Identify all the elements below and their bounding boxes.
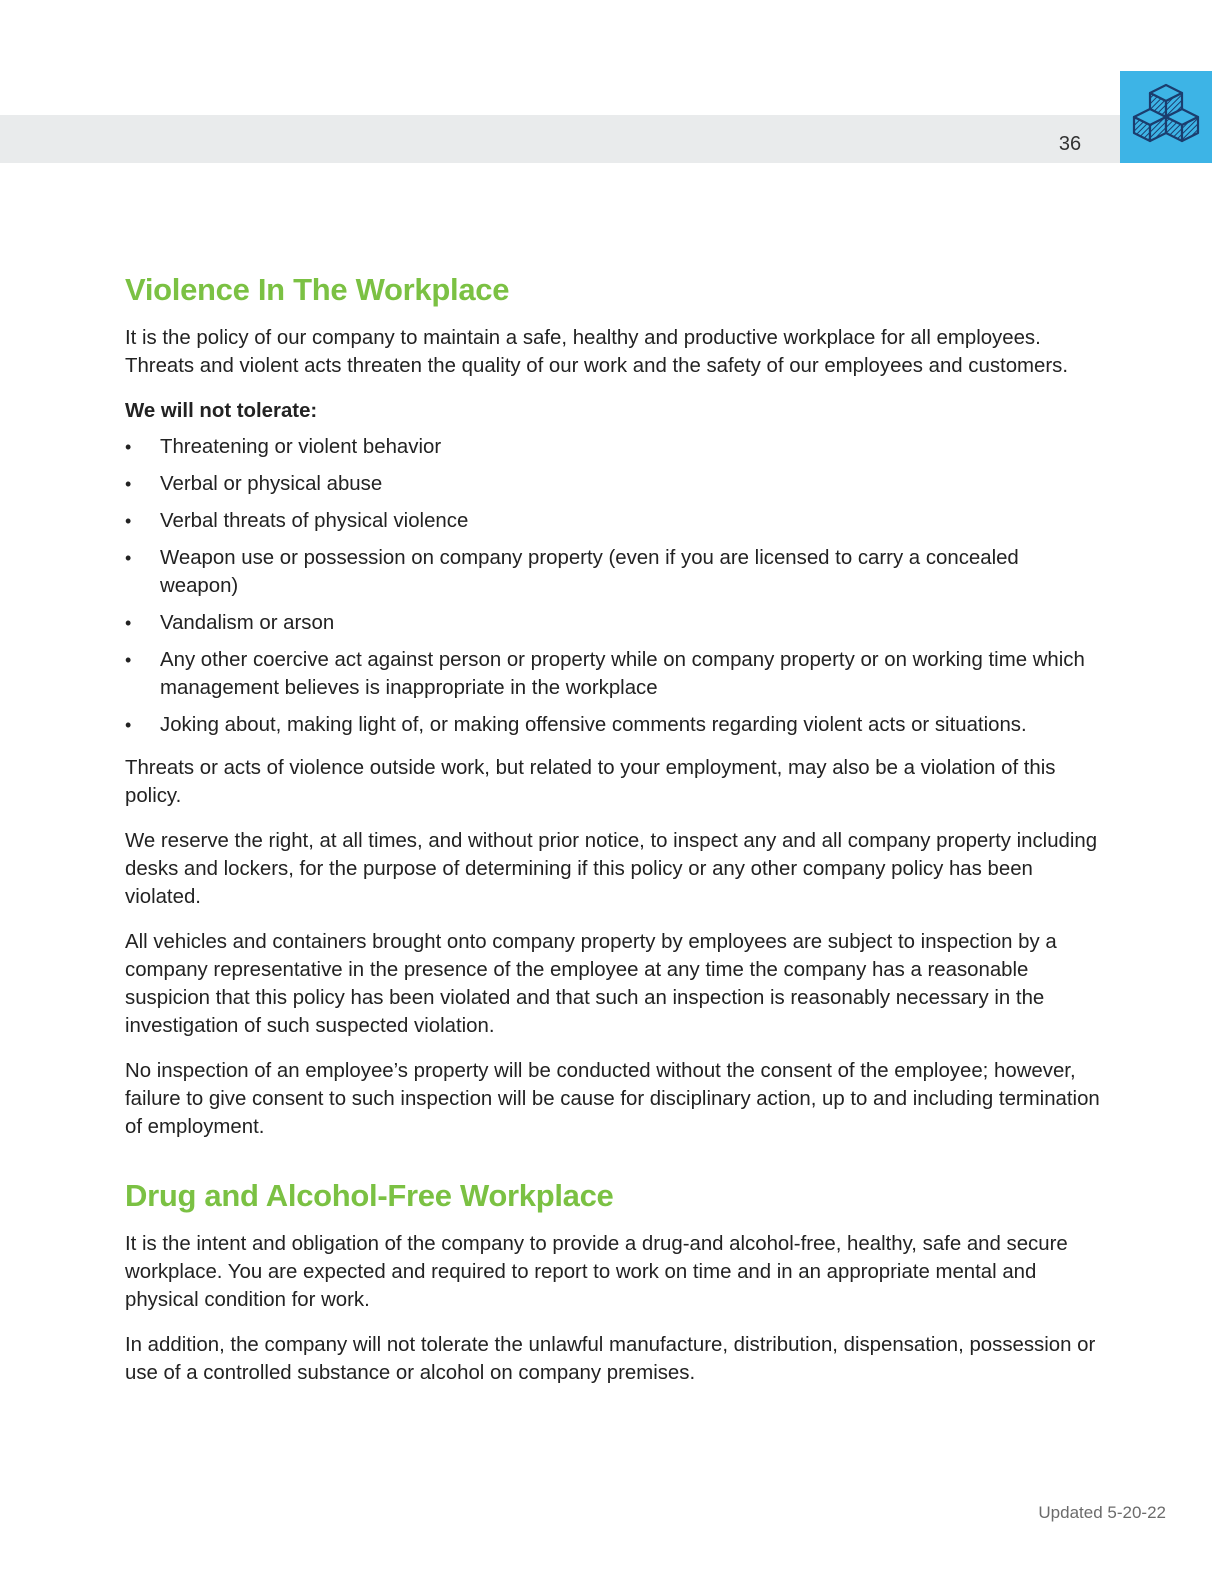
bullet-icon: • bbox=[125, 650, 132, 670]
bullet-icon: • bbox=[125, 548, 132, 568]
section-title-violence: Violence In The Workplace bbox=[125, 272, 510, 307]
drug-alcohol-paragraph: In addition, the company will not tolerate the unlawful manufacture, distribution, dispensation, possession or use of a controlled substance or alcohol on company premises. bbox=[125, 1334, 1096, 1384]
list-item: • Threatening or violent behavior bbox=[125, 433, 1100, 461]
not-tolerated-list bbox=[125, 433, 1100, 739]
list-item: • Verbal threats of physical violence bbox=[125, 507, 1100, 535]
bullet-icon: • bbox=[125, 511, 132, 531]
violence-paragraph: No inspection of an employee’s property will be conducted without the consent of the employee; however, failure to give consent to such inspection will be cause for disciplinary action, up to and including termination of employment. bbox=[125, 1060, 1100, 1138]
stacked-cubes-icon bbox=[1120, 71, 1212, 163]
updated-date: Updated 5-20-22 bbox=[1038, 1503, 1166, 1522]
bullet-icon: • bbox=[125, 715, 132, 735]
violence-paragraph: We reserve the right, at all times, and without prior notice, to inspect any and all company property including desks and lockers, for the purpose of determining if this policy or any other company policy has been violated. bbox=[125, 830, 1098, 908]
list-item: • Vandalism or arson bbox=[125, 609, 1100, 637]
bullet-icon: • bbox=[125, 474, 132, 494]
drug-alcohol-paragraph: It is the intent and obligation of the company to provide a drug-and alcohol-free, healthy, safe and secure workplace. You are expected and required to report to work on time and in an appropriate mental and physical condition for work. bbox=[125, 1233, 1068, 1311]
page-content bbox=[125, 270, 1100, 1404]
page-number: 36 bbox=[1058, 133, 1082, 155]
list-item: • Joking about, making light of, or making offensive comments regarding violent acts or situations. bbox=[125, 711, 1100, 739]
header-band bbox=[0, 115, 1120, 163]
violence-paragraph: Threats or acts of violence outside work, but related to your employment, may also be a violation of this policy. bbox=[125, 757, 1056, 807]
logo bbox=[1120, 71, 1212, 163]
list-item: • Weapon use or possession on company property (even if you are licensed to carry a concealed weapon) bbox=[125, 544, 1100, 600]
list-item: • Verbal or physical abuse bbox=[125, 470, 1100, 498]
list-lead: We will not tolerate: bbox=[125, 400, 318, 422]
list-item: • Any other coercive act against person or property while on company property or on working time which management believes is inappropriate in the workplace bbox=[125, 646, 1100, 702]
section-title-drug-alcohol: Drug and Alcohol-Free Workplace bbox=[125, 1178, 614, 1213]
violence-intro: It is the policy of our company to maintain a safe, healthy and productive workplace for all employees. Threats and violent acts threaten the quality of our work and the safety of our employees and customers. bbox=[125, 327, 1069, 377]
bullet-icon: • bbox=[125, 613, 132, 633]
bullet-icon: • bbox=[125, 437, 132, 457]
violence-paragraph: All vehicles and containers brought onto company property by employees are subject to inspection by a company representative in the presence of the employee at any time the company has a reasonable suspicion that this policy has been violated and that such an inspection is reasonably necessary in the investigation of such suspected violation. bbox=[125, 931, 1057, 1037]
section-spacer bbox=[125, 1158, 1100, 1176]
